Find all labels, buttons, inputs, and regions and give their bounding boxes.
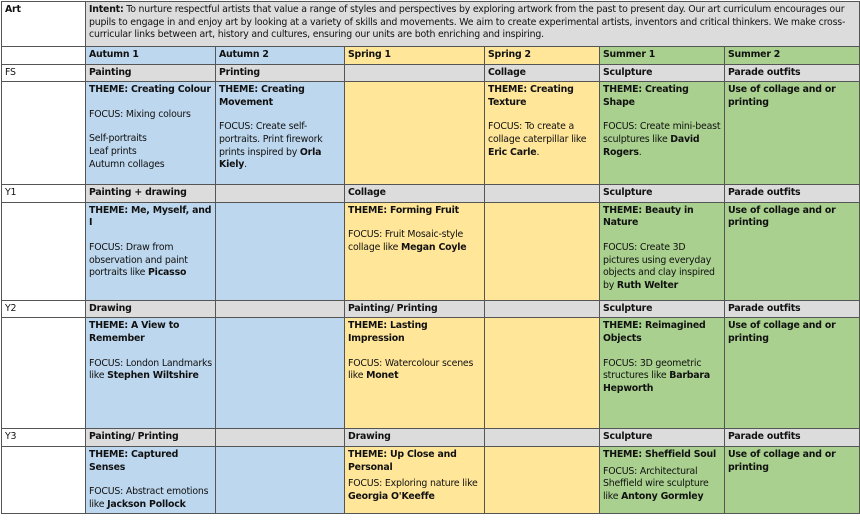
unit-theme: THEME: Beauty in Nature [603,204,694,229]
unit-detail-empty [345,82,485,185]
unit-focus: FOCUS: Watercolour scenes like [348,357,474,382]
unit-title: Painting + drawing [86,185,216,203]
unit-detail-empty [485,318,600,429]
unit-theme: THEME: Creating Movement [219,84,305,108]
artist-name: Orla Kiely [219,146,322,171]
unit-focus: FOCUS: Exploring nature like [348,478,478,490]
artist-name: David Rogers [603,133,700,158]
unit-theme: THEME: A View to Remember [89,320,180,344]
year-spacer [2,446,86,513]
unit-detail [345,202,485,300]
year-spacer [2,82,86,185]
unit-title: Parade outfits [725,300,860,318]
unit-title: Sculpture [600,300,725,318]
unit-detail [345,318,485,429]
year-label: Y2 [2,300,86,318]
intent-label: Intent: [89,4,124,15]
term-header: Spring 1 [345,47,485,65]
unit-theme: THEME: Reimagined Objects [603,320,706,344]
unit-theme: THEME: Creating Texture [488,84,574,108]
unit-detail: Use of collage and or printing [725,446,860,513]
list-item: Leaf prints [89,145,137,157]
subject-label: Art [5,4,21,15]
unit-detail-empty [216,202,345,300]
unit-focus: FOCUS: Create mini-beast sculptures like [603,121,721,145]
unit-detail [86,82,216,185]
artist-name: Eric Carle [488,146,537,158]
unit-theme: THEME: Captured Senses [89,448,179,473]
punctuation: . [244,159,247,171]
unit-title [216,300,345,318]
artist-name: Ruth Welter [616,279,679,291]
artist-name: Antony Gormley [621,490,704,502]
list-item: Self-portraits [89,133,147,145]
list-item: Autumn collages [89,158,165,170]
term-header: Summer 1 [600,47,725,65]
unit-title: Sculpture [600,429,725,447]
unit-theme: THEME: Creating Colour [89,84,211,96]
term-header: Autumn 1 [86,47,216,65]
year-label: Y1 [2,185,86,203]
year-spacer [2,202,86,300]
unit-focus: FOCUS: To create a collage caterpillar like [488,121,587,145]
unit-focus: FOCUS: Architectural Sheffield wire sculpture like [603,465,709,502]
unit-title [216,185,345,203]
unit-detail [216,82,345,185]
artist-name: Jackson Pollock [107,498,186,510]
unit-theme: THEME: Up Close and Personal [348,448,457,473]
unit-title [485,185,600,203]
unit-detail [600,202,725,300]
punctuation: . [638,146,642,158]
unit-focus: FOCUS: 3D geometric structures like [603,357,702,382]
unit-title: Painting/ Printing [345,300,485,318]
unit-title: Sculpture [600,64,725,82]
unit-detail-empty [485,446,600,513]
unit-title [485,429,600,447]
year-spacer [2,318,86,429]
unit-title: Parade outfits [725,429,860,447]
term-header: Summer 2 [725,47,860,65]
corner-cell [2,47,86,65]
unit-title: Sculpture [600,185,725,203]
unit-theme: THEME: Me, Myself, and I [89,204,212,229]
term-header: Autumn 2 [216,47,345,65]
artist-name: Stephen Wiltshire [107,370,199,382]
term-header: Spring 2 [485,47,600,65]
unit-theme: THEME: Lasting Impression [348,320,428,344]
unit-focus: FOCUS: Mixing colours [89,108,191,120]
unit-detail [600,446,725,513]
unit-focus: FOCUS: Abstract emotions like [89,486,209,510]
unit-detail [86,318,216,429]
unit-detail: Use of collage and or printing [725,202,860,300]
artist-name: Georgia O'Keeffe [348,490,435,502]
subject-cell [2,2,86,47]
unit-theme: THEME: Sheffield Soul [603,448,716,460]
unit-title: Collage [345,185,485,203]
year-label: Y3 [2,429,86,447]
punctuation: . [536,146,540,158]
unit-detail [345,446,485,513]
artist-name: Monet [366,370,399,382]
unit-title: Drawing [86,300,216,318]
unit-theme: THEME: Forming Fruit [348,204,459,216]
unit-title: Painting/ Printing [86,429,216,447]
unit-detail: Use of collage and or printing [725,82,860,185]
unit-focus: FOCUS: London Landmarks like [89,357,212,382]
unit-title: Painting [86,64,216,82]
unit-detail: Use of collage and or printing [725,318,860,429]
art-curriculum-table [1,1,860,514]
unit-detail [86,446,216,513]
unit-theme: THEME: Creating Shape [603,84,689,108]
unit-detail-empty [216,446,345,513]
intent-cell [86,2,860,47]
artist-name: Barbara Hepworth [603,370,710,394]
artist-name: Megan Coyle [401,241,467,253]
unit-title: Collage [485,64,600,82]
unit-title [216,429,345,447]
year-label: FS [2,64,86,82]
unit-focus: FOCUS: Create 3D pictures using everyday objects and clay inspired by [603,241,715,291]
unit-detail [600,318,725,429]
unit-title [485,300,600,318]
unit-detail [485,82,600,185]
unit-title: Parade outfits [725,64,860,82]
artist-name: Picasso [148,267,187,279]
unit-detail [600,82,725,185]
unit-detail-empty [485,202,600,300]
unit-focus: FOCUS: Fruit Mosaic-style collage like [348,229,464,253]
unit-detail-empty [216,318,345,429]
unit-title: Printing [216,64,345,82]
unit-detail [86,202,216,300]
intent-text: To nurture respectful artists that value a range of styles and perspectives by exploring artwork from the past to present day. Our art curriculum encourages our pupils to engage in and enjoy art by looking at a variety of skills and movements. We aim to create experimental artists, inventors and critical thinkers. We make cross- curricular links between art, history and cultures, ensuring our units are both enriching and inspiring. [89,4,846,41]
unit-title: Drawing [345,429,485,447]
unit-focus: FOCUS: Create self-portraits. Print firework prints inspired by [219,121,323,158]
unit-title [345,64,485,82]
unit-focus: FOCUS: Draw from observation and paint portraits like [89,241,188,279]
unit-title: Parade outfits [725,185,860,203]
